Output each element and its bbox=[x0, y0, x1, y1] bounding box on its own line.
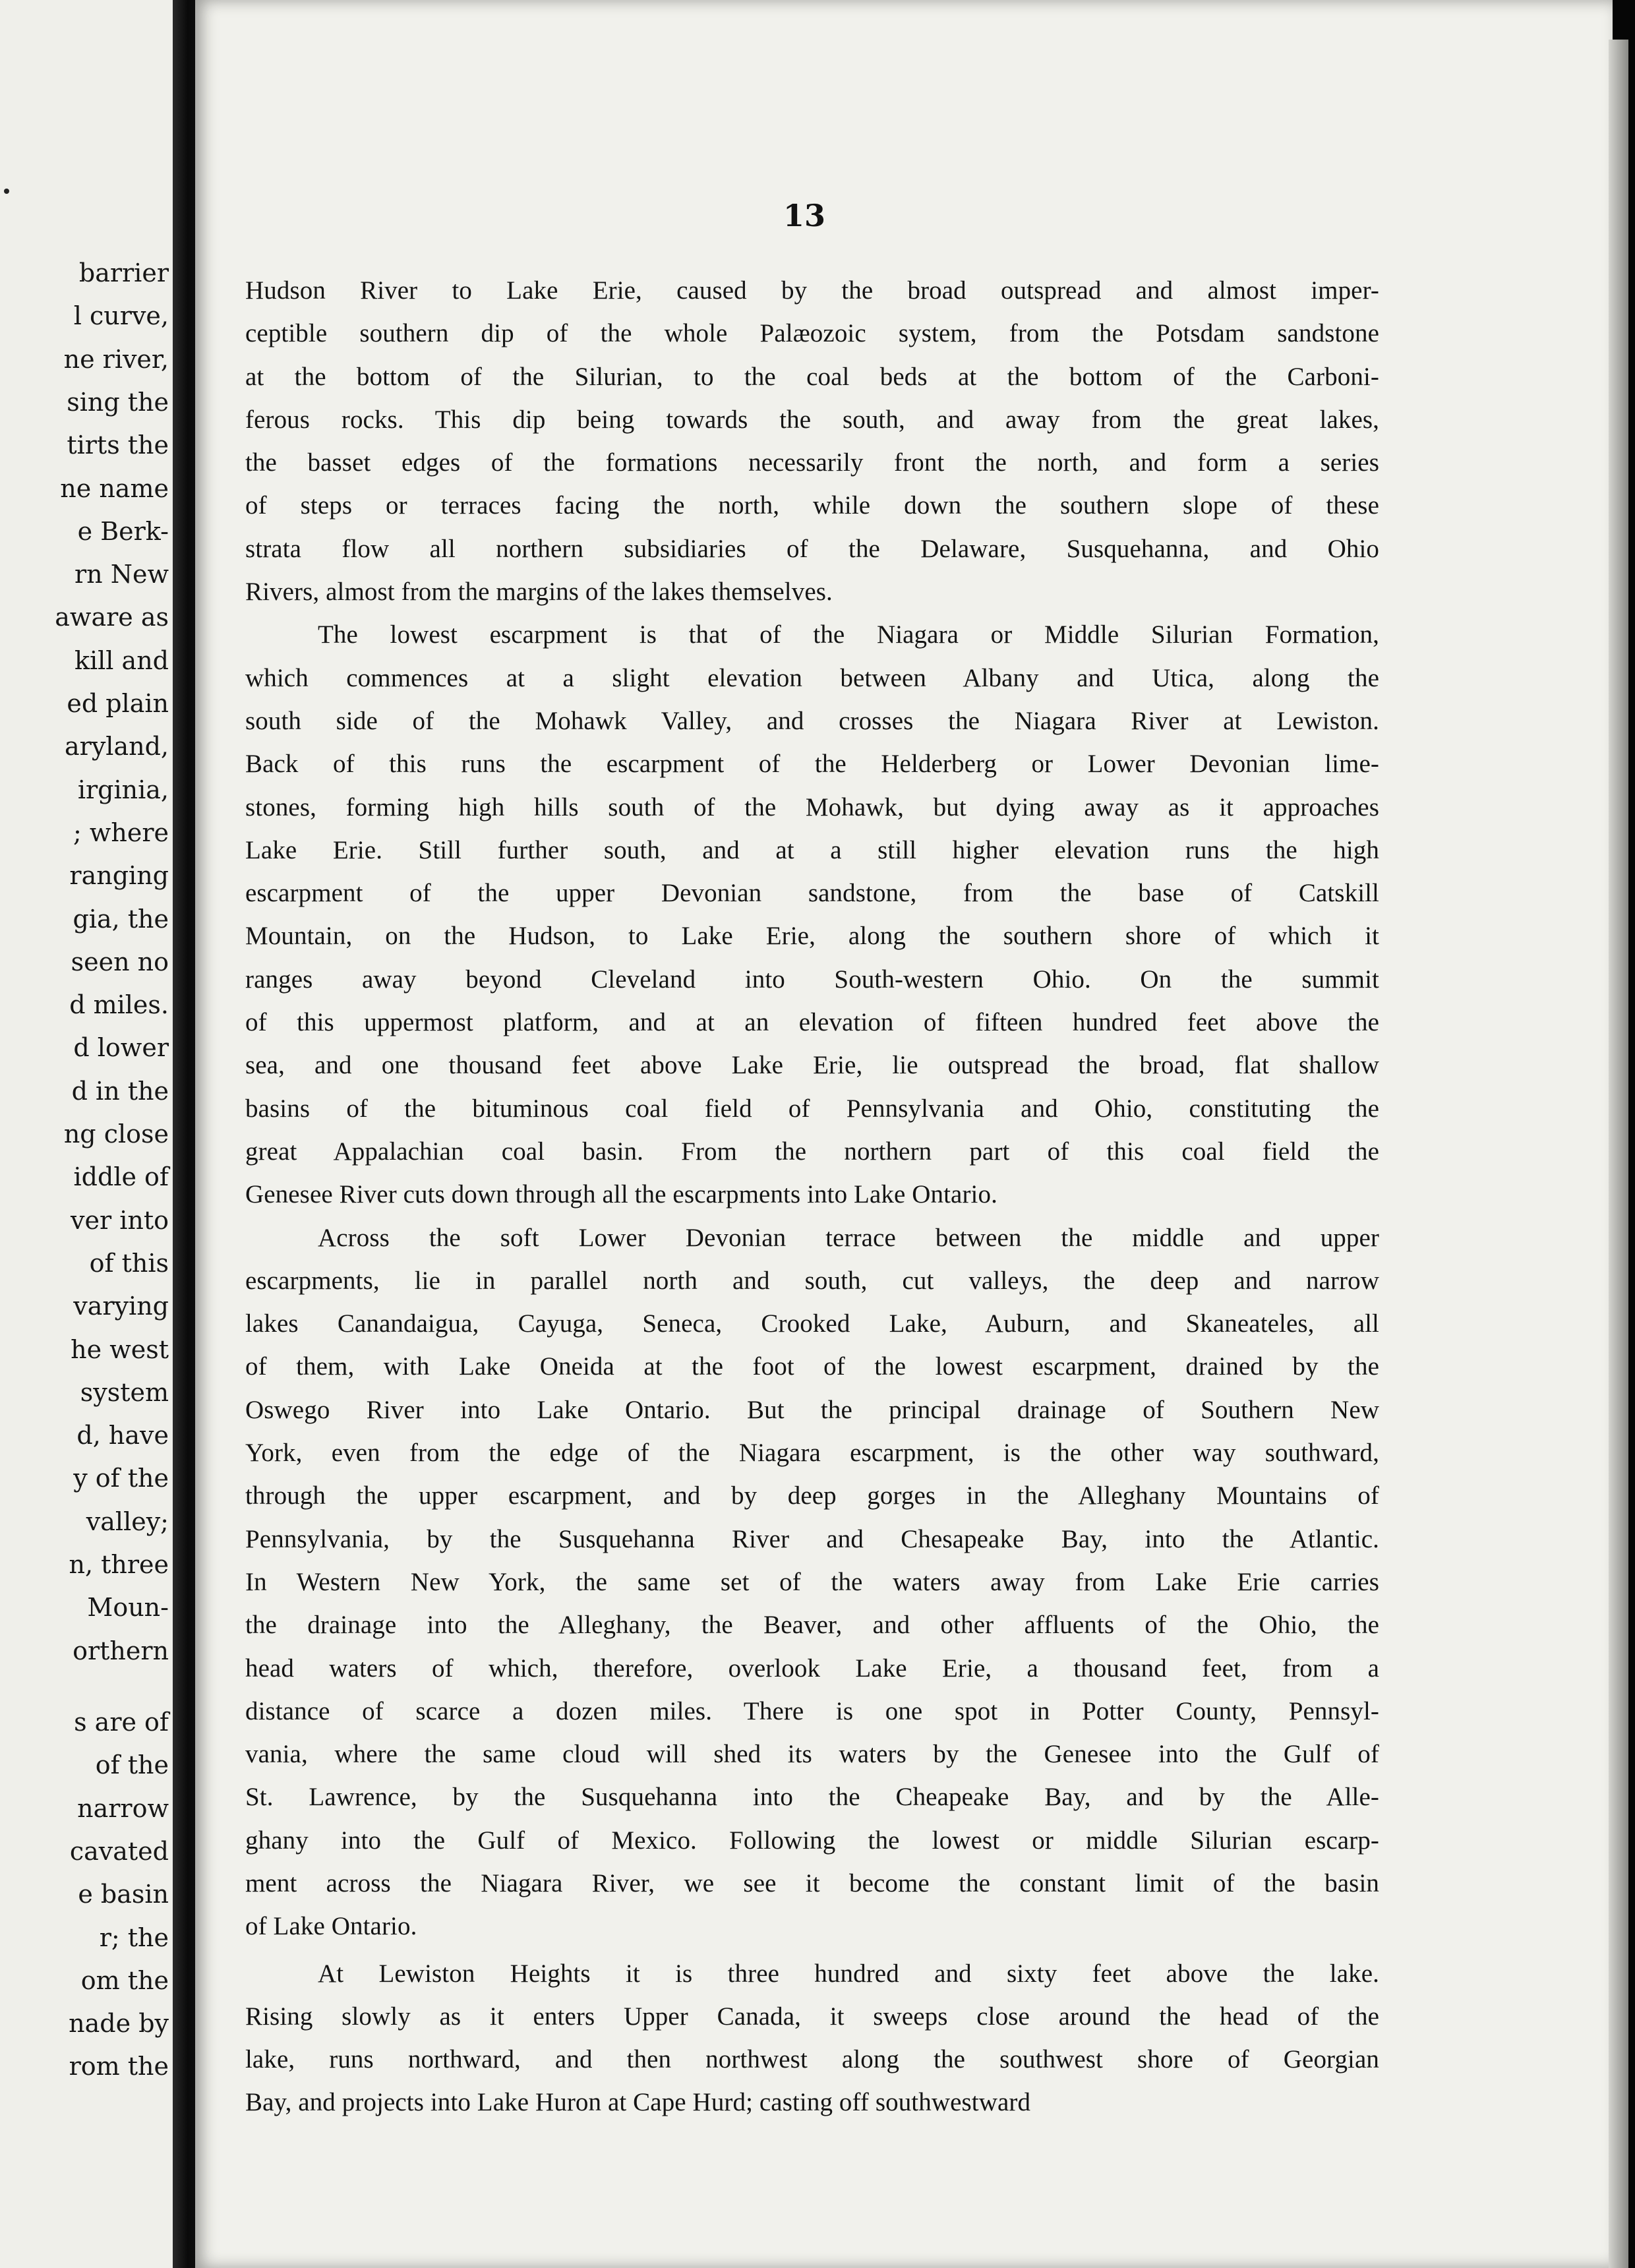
text-line: ceptible southern dip of the whole Palæozoic system, from the Potsdam sandstone bbox=[245, 319, 1379, 348]
text-line: at the bottom of the Silurian, to the coal beds at the bottom of the Carboni- bbox=[245, 362, 1379, 391]
text-line: head waters of which, therefore, overlook Lake Erie, a thousand feet, from a bbox=[245, 1654, 1379, 1683]
previous-page-line: d in the bbox=[71, 1076, 169, 1106]
text-line: Mountain, on the Hudson, to Lake Erie, along the southern shore of which it bbox=[245, 922, 1379, 951]
paragraph bbox=[245, 269, 1379, 613]
ink-mark bbox=[4, 189, 9, 194]
text-line: The lowest escarpment is that of the Niagara or Middle Silurian Formation, bbox=[318, 620, 1379, 649]
previous-page-line: ver into bbox=[71, 1205, 169, 1235]
previous-page-line: y of the bbox=[73, 1464, 169, 1493]
previous-page-line: tirts the bbox=[67, 431, 169, 460]
paragraph bbox=[245, 613, 1379, 1216]
previous-page-line: of this bbox=[89, 1248, 169, 1278]
previous-page-line: varying bbox=[73, 1292, 169, 1321]
page-number: 13 bbox=[783, 198, 826, 233]
previous-page-line: kill and bbox=[74, 645, 169, 675]
previous-page-line: cavated bbox=[69, 1836, 169, 1866]
text-line: Hudson River to Lake Erie, caused by the broad outspread and almost imper- bbox=[245, 276, 1379, 305]
previous-page-line: d miles. bbox=[69, 990, 169, 1020]
text-line: lake, runs northward, and then northwest along the southwest shore of Georgian bbox=[245, 2045, 1379, 2074]
text-line: Rivers, almost from the margins of the lakes themselves. bbox=[245, 578, 833, 607]
previous-page-line: ng close bbox=[63, 1119, 169, 1149]
previous-page-line: e Berk- bbox=[77, 516, 169, 546]
text-line: Across the soft Lower Devonian terrace between the middle and upper bbox=[318, 1223, 1379, 1252]
text-line: of steps or terraces facing the north, while down the southern slope of these bbox=[245, 491, 1379, 520]
previous-page-line: Moun- bbox=[87, 1593, 169, 1623]
text-line: sea, and one thousand feet above Lake Erie, lie outspread the broad, flat shallow bbox=[245, 1051, 1379, 1080]
previous-page-line: valley; bbox=[86, 1507, 169, 1536]
previous-page-line: s are of bbox=[74, 1708, 169, 1737]
previous-page-line: r; the bbox=[99, 1923, 169, 1952]
previous-page-line: system bbox=[80, 1377, 169, 1407]
paragraph bbox=[245, 1952, 1379, 2124]
previous-page-line: seen no bbox=[71, 947, 169, 976]
text-line: Lake Erie. Still further south, and at a still higher elevation runs the high bbox=[245, 835, 1379, 864]
previous-page-line: n, three bbox=[69, 1550, 169, 1579]
text-line: In Western New York, the same set of the waters away from Lake Erie carries bbox=[245, 1567, 1379, 1596]
text-line: the basset edges of the formations necessarily front the north, and form a series bbox=[245, 448, 1379, 477]
text-line: Oswego River into Lake Ontario. But the principal drainage of Southern New bbox=[245, 1395, 1379, 1424]
previous-page-line: irginia, bbox=[77, 775, 169, 804]
page-edge bbox=[1609, 40, 1628, 2268]
previous-page-line: he west bbox=[71, 1334, 169, 1364]
previous-page-line: orthern bbox=[73, 1636, 169, 1665]
previous-page-line: gia, the bbox=[73, 904, 169, 934]
previous-page-line: rom the bbox=[69, 2052, 169, 2081]
text-line: stones, forming high hills south of the Mohawk, but dying away as it approaches bbox=[245, 792, 1379, 821]
text-line: of Lake Ontario. bbox=[245, 1912, 417, 1941]
text-line: which commences at a slight elevation between Albany and Utica, along the bbox=[245, 663, 1379, 692]
text-line: of them, with Lake Oneida at the foot of the lowest escarpment, drained by the bbox=[245, 1352, 1379, 1381]
previous-page-line: of the bbox=[95, 1750, 169, 1780]
previous-page-line: aryland, bbox=[65, 732, 169, 761]
text-line: through the upper escarpment, and by deep gorges in the Alleghany Mountains of bbox=[245, 1481, 1379, 1510]
text-line: escarpment of the upper Devonian sandstone, from the base of Catskill bbox=[245, 879, 1379, 908]
text-line: vania, where the same cloud will shed its waters by the Genesee into the Gulf of bbox=[245, 1740, 1379, 1769]
text-line: St. Lawrence, by the Susquehanna into the Cheapeake Bay, and by the Alle- bbox=[245, 1783, 1379, 1812]
body-text bbox=[245, 269, 1379, 2124]
previous-page-line: ne name bbox=[60, 473, 169, 503]
text-line: Genesee River cuts down through all the escarpments into Lake Ontario. bbox=[245, 1180, 997, 1209]
previous-page-line: om the bbox=[80, 1965, 169, 1995]
text-line: ranges away beyond Cleveland into South-western Ohio. On the summit bbox=[245, 965, 1379, 994]
previous-page-line: l curve, bbox=[73, 301, 169, 331]
paragraph bbox=[245, 1216, 1379, 1948]
previous-page-line: rn New bbox=[74, 560, 169, 589]
previous-page-line: e basin bbox=[78, 1880, 169, 1909]
previous-page-line: ne river, bbox=[63, 344, 169, 374]
text-line: ment across the Niagara River, we see it become the constant limit of the basin bbox=[245, 1868, 1379, 1897]
text-line: distance of scarce a dozen miles. There is one spot in Potter County, Pennsyl- bbox=[245, 1696, 1379, 1725]
text-line: Back of this runs the escarpment of the Helderberg or Lower Devonian lime- bbox=[245, 750, 1379, 779]
text-line: ferous rocks. This dip being towards the south, and away from the great lakes, bbox=[245, 405, 1379, 434]
previous-page-line: iddle of bbox=[73, 1162, 169, 1192]
text-line: Pennsylvania, by the Susquehanna River and Chesapeake Bay, into the Atlantic. bbox=[245, 1524, 1379, 1553]
text-line: the drainage into the Alleghany, the Beaver, and other affluents of the Ohio, the bbox=[245, 1611, 1379, 1640]
previous-page-line: d lower bbox=[73, 1033, 169, 1063]
previous-page-line: d, have bbox=[76, 1421, 169, 1450]
previous-page-line: ranging bbox=[69, 861, 169, 891]
text-line: lakes Canandaigua, Cayuga, Seneca, Crooked Lake, Auburn, and Skaneateles, all bbox=[245, 1309, 1379, 1338]
previous-page-line: nade by bbox=[69, 2009, 169, 2039]
text-line: strata flow all northern subsidiaries of the Delaware, Susquehanna, and Ohio bbox=[245, 534, 1379, 563]
text-line: Bay, and projects into Lake Huron at Cape Hurd; casting off southwestward bbox=[245, 2088, 1031, 2117]
previous-page-line: ed plain bbox=[67, 689, 169, 718]
previous-page-line: aware as bbox=[55, 603, 169, 632]
text-line: ghany into the Gulf of Mexico. Following the lowest or middle Silurian escarp- bbox=[245, 1826, 1379, 1855]
text-line: Rising slowly as it enters Upper Canada, it sweeps close around the head of the bbox=[245, 2002, 1379, 2031]
text-line: basins of the bituminous coal field of Pennsylvania and Ohio, constituting the bbox=[245, 1094, 1379, 1123]
text-line: south side of the Mohawk Valley, and crosses the Niagara River at Lewiston. bbox=[245, 706, 1379, 735]
previous-page-line: sing the bbox=[67, 387, 169, 417]
previous-page-fragment bbox=[0, 0, 173, 2268]
previous-page-line: barrier bbox=[78, 258, 169, 287]
previous-page-line: narrow bbox=[77, 1793, 169, 1823]
text-line: great Appalachian coal basin. From the northern part of this coal field the bbox=[245, 1137, 1379, 1166]
text-line: of this uppermost platform, and at an elevation of fifteen hundred feet above the bbox=[245, 1008, 1379, 1037]
text-line: At Lewiston Heights it is three hundred and sixty feet above the lake. bbox=[318, 1959, 1379, 1988]
text-line: York, even from the edge of the Niagara escarpment, is the other way southward, bbox=[245, 1439, 1379, 1468]
text-line: escarpments, lie in parallel north and south, cut valleys, the deep and narrow bbox=[245, 1266, 1379, 1295]
previous-page-line: ; where bbox=[73, 818, 169, 847]
